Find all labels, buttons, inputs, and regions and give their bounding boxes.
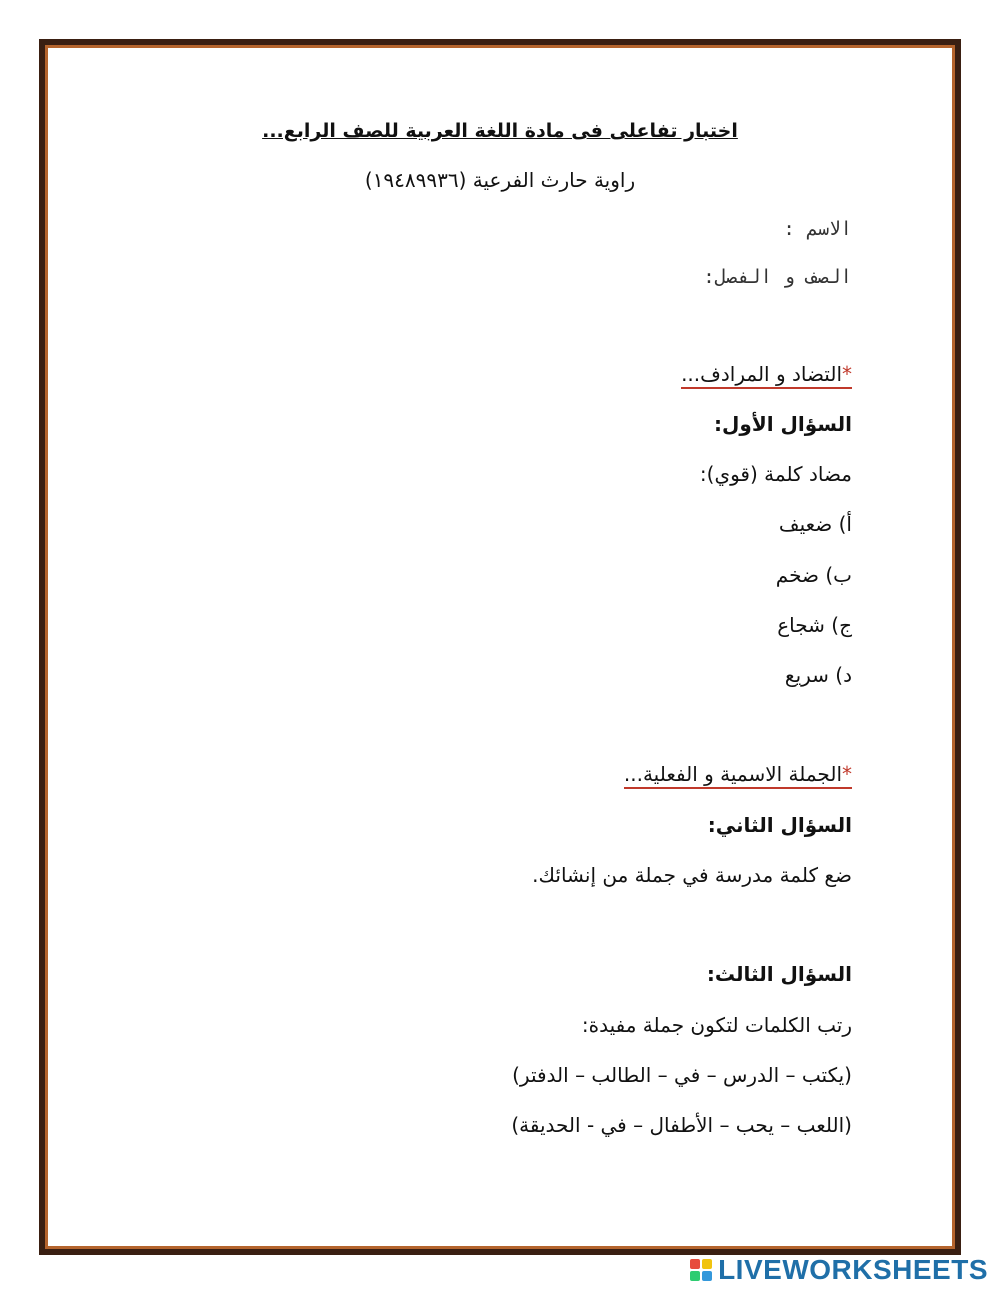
question-3-line-2: (اللعب – يحب – الأطفال – في - الحديقة) (511, 1113, 852, 1137)
asterisk-mark: * (842, 762, 852, 786)
liveworksheets-logo (690, 1255, 988, 1285)
option-c[interactable]: ج) شجاع (777, 613, 852, 637)
question-2-title: السؤال الثاني: (707, 813, 852, 837)
option-a[interactable]: أ) ضعيف (778, 512, 852, 536)
option-d[interactable]: د) سريع (784, 663, 852, 687)
question-1-text: مضاد كلمة (قوي): (699, 462, 852, 486)
worksheet-title: اختبار تفاعلى فى مادة اللغة العربية للصف الرابع... (262, 120, 738, 142)
name-field-label: الاسم : (783, 218, 852, 240)
section-heading-text: التضاد و المرادف... (681, 362, 842, 386)
option-b[interactable]: ب) ضخم (775, 563, 852, 587)
logo-blocks-icon (690, 1259, 712, 1281)
asterisk-mark: * (842, 362, 852, 386)
class-field-label: الصف و الفصل: (703, 266, 852, 288)
section-heading-text: الجملة الاسمية و الفعلية... (623, 762, 842, 786)
section-heading-antonyms (681, 362, 852, 389)
author-line: راوية حارث الفرعية (١٩٤٨٩٩٣٦) (364, 168, 636, 192)
question-3-line-1: (يكتب – الدرس – في – الطالب – الدفتر) (512, 1063, 852, 1087)
question-3-title: السؤال الثالث: (706, 962, 852, 986)
question-1-title: السؤال الأول: (714, 412, 852, 436)
section-heading-sentences (624, 762, 852, 789)
logo-text: LIVEWORKSHEETS (718, 1254, 988, 1285)
question-3-text: رتب الكلمات لتكون جملة مفيدة: (581, 1013, 852, 1037)
question-2-text: ضع كلمة مدرسة في جملة من إنشائك. (532, 863, 852, 887)
